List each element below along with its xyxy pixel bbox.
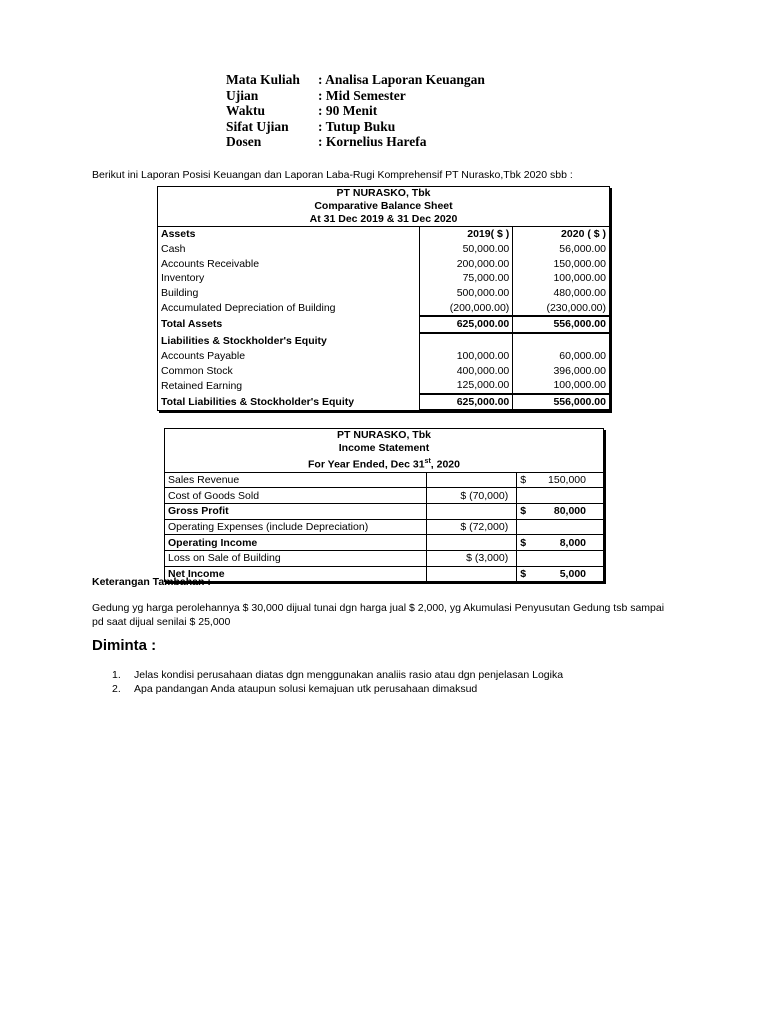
keterangan-text: Gedung yg harga perolehannya $ 30,000 dijual tunai dgn harga jual $ 2,000, yg Akumulasi Penyusutan Gedung tsb sampai pd saat dijual senilai $ 25,000: [92, 602, 665, 628]
mid-value: $ (70,000): [427, 488, 517, 504]
mid-value: [427, 472, 517, 488]
bs-company: PT NURASKO, Tbk: [336, 187, 431, 199]
row-label: Operating Income: [165, 535, 427, 551]
row-label: Loss on Sale of Building: [165, 550, 427, 566]
balance-sheet-table: [157, 186, 610, 411]
header-key: Mata Kuliah: [226, 72, 300, 87]
exam-header: [226, 72, 485, 150]
value-2019: 200,000.00: [419, 256, 513, 271]
value-2019: 75,000.00: [419, 271, 513, 286]
table-row: [158, 271, 610, 286]
keterangan-title: Keterangan Tambahan :: [92, 576, 211, 588]
table-row: [165, 488, 604, 504]
table-row: [158, 256, 610, 271]
mid-value: $ (3,000): [427, 550, 517, 566]
header-row: [226, 134, 485, 150]
bs-col-2019: 2019( $ ): [419, 227, 513, 242]
header-value: : 90 Menit: [318, 103, 378, 118]
row-label: Building: [158, 286, 420, 301]
currency: $: [520, 505, 527, 518]
table-row: [158, 242, 610, 257]
table-row: [165, 550, 604, 566]
list-item: [112, 682, 563, 696]
row-label: Net Income: [165, 566, 427, 582]
value-2020: 60,000.00: [559, 349, 606, 362]
table-row: [158, 300, 610, 316]
currency: $: [520, 536, 527, 549]
row-label: Liabilities & Stockholder's Equity: [158, 333, 420, 349]
row-label: Cost of Goods Sold: [165, 488, 427, 504]
total-liabilities-row: [158, 394, 610, 411]
header-value: : Analisa Laporan Keuangan: [318, 72, 485, 87]
row-label: Accounts Payable: [158, 349, 420, 364]
table-row: [165, 503, 604, 519]
value-2019: 500,000.00: [419, 286, 513, 301]
value-2020: 100,000.00: [513, 378, 610, 394]
intro-text: Berikut ini Laporan Posisi Keuangan dan Laporan Laba-Rugi Komprehensif PT Nurasko,Tbk 2020 sbb :: [92, 169, 573, 181]
value-2020: 480,000.00: [553, 287, 606, 300]
header-row: [226, 88, 485, 104]
table-row: [158, 286, 610, 301]
table-row: [165, 472, 604, 488]
row-label: Total Liabilities & Stockholder's Equity: [158, 394, 420, 411]
value-2020: 556,000.00: [513, 316, 610, 333]
value-2019: 125,000.00: [419, 378, 513, 394]
mid-value: [427, 566, 517, 582]
bs-assets-label: Assets: [158, 227, 420, 242]
task-list: [112, 668, 563, 696]
bs-header-row: [158, 227, 610, 242]
task-number: 2.: [112, 683, 121, 695]
table-row: [165, 519, 604, 535]
value-2019: 100,000.00: [419, 349, 513, 364]
amount: 8,000: [559, 536, 586, 549]
header-row: [226, 72, 485, 88]
row-label: Accounts Receivable: [158, 256, 420, 271]
value-2020: 150,000.00: [553, 257, 606, 270]
amount: 80,000: [553, 505, 586, 518]
bs-col-2020: 2020 ( $ ): [513, 227, 610, 242]
row-label: Cash: [158, 242, 420, 257]
header-value: : Mid Semester: [318, 87, 406, 103]
value-2019: 400,000.00: [419, 363, 513, 378]
row-label: Inventory: [158, 271, 420, 286]
liabilities-header-row: [158, 333, 610, 349]
table-row: [165, 535, 604, 551]
value-2019: (200,000.00): [419, 300, 513, 316]
header-row: [226, 103, 485, 119]
task-text: Jelas kondisi perusahaan diatas dgn menggunakan analiis rasio atau dgn penjelasan Logika: [134, 669, 564, 681]
value-2020: 556,000.00: [513, 394, 610, 411]
table-row: [165, 566, 604, 582]
row-label: Common Stock: [158, 363, 420, 378]
header-key: Sifat Ujian: [226, 118, 289, 134]
value-2019: 625,000.00: [419, 316, 513, 333]
mid-value: [427, 535, 517, 551]
is-date-sup: st: [424, 458, 431, 465]
is-date-post: , 2020: [430, 458, 460, 471]
row-label: Total Assets: [158, 316, 420, 333]
row-label: Sales Revenue: [165, 472, 427, 488]
is-title: Income Statement: [338, 442, 430, 454]
value-2020: 396,000.00: [553, 364, 606, 377]
value-2020: 100,000.00: [553, 272, 606, 285]
currency: $: [520, 473, 527, 486]
list-item: [112, 668, 563, 682]
is-date: [165, 455, 604, 472]
amount: 150,000: [548, 473, 586, 486]
header-key: Dosen: [226, 134, 262, 149]
table-row: [158, 349, 610, 364]
row-label: Operating Expenses (include Depreciation): [165, 519, 427, 535]
amount: 5,000: [559, 567, 586, 580]
header-value: : Tutup Buku: [318, 118, 396, 134]
value-2019: 50,000.00: [419, 242, 513, 257]
bs-date: At 31 Dec 2019 & 31 Dec 2020: [309, 213, 458, 225]
is-date-pre: For Year Ended, Dec 31: [308, 458, 425, 471]
diminta-title: Diminta :: [92, 637, 157, 654]
task-number: 1.: [112, 669, 121, 681]
mid-value: [427, 503, 517, 519]
row-label: Retained Earning: [158, 378, 420, 394]
currency: $: [520, 567, 527, 580]
income-statement-table: [164, 428, 604, 582]
header-key: Waktu: [226, 103, 266, 118]
task-text: Apa pandangan Anda ataupun solusi kemajuan utk perusahaan dimaksud: [134, 683, 478, 695]
mid-value: $ (72,000): [427, 519, 517, 535]
bs-title: Comparative Balance Sheet: [314, 200, 453, 212]
header-value: : Kornelius Harefa: [318, 134, 427, 149]
is-company: PT NURASKO, Tbk: [337, 429, 431, 441]
header-key: Ujian: [226, 87, 259, 103]
row-label: Accumulated Depreciation of Building: [158, 300, 420, 316]
value-2020: 56,000.00: [559, 243, 606, 256]
table-row: [158, 363, 610, 378]
row-label: Gross Profit: [165, 503, 427, 519]
table-row: [158, 378, 610, 394]
value-2019: 625,000.00: [419, 394, 513, 411]
header-row: [226, 119, 485, 135]
value-2020: (230,000.00): [513, 300, 610, 316]
total-assets-row: [158, 316, 610, 333]
